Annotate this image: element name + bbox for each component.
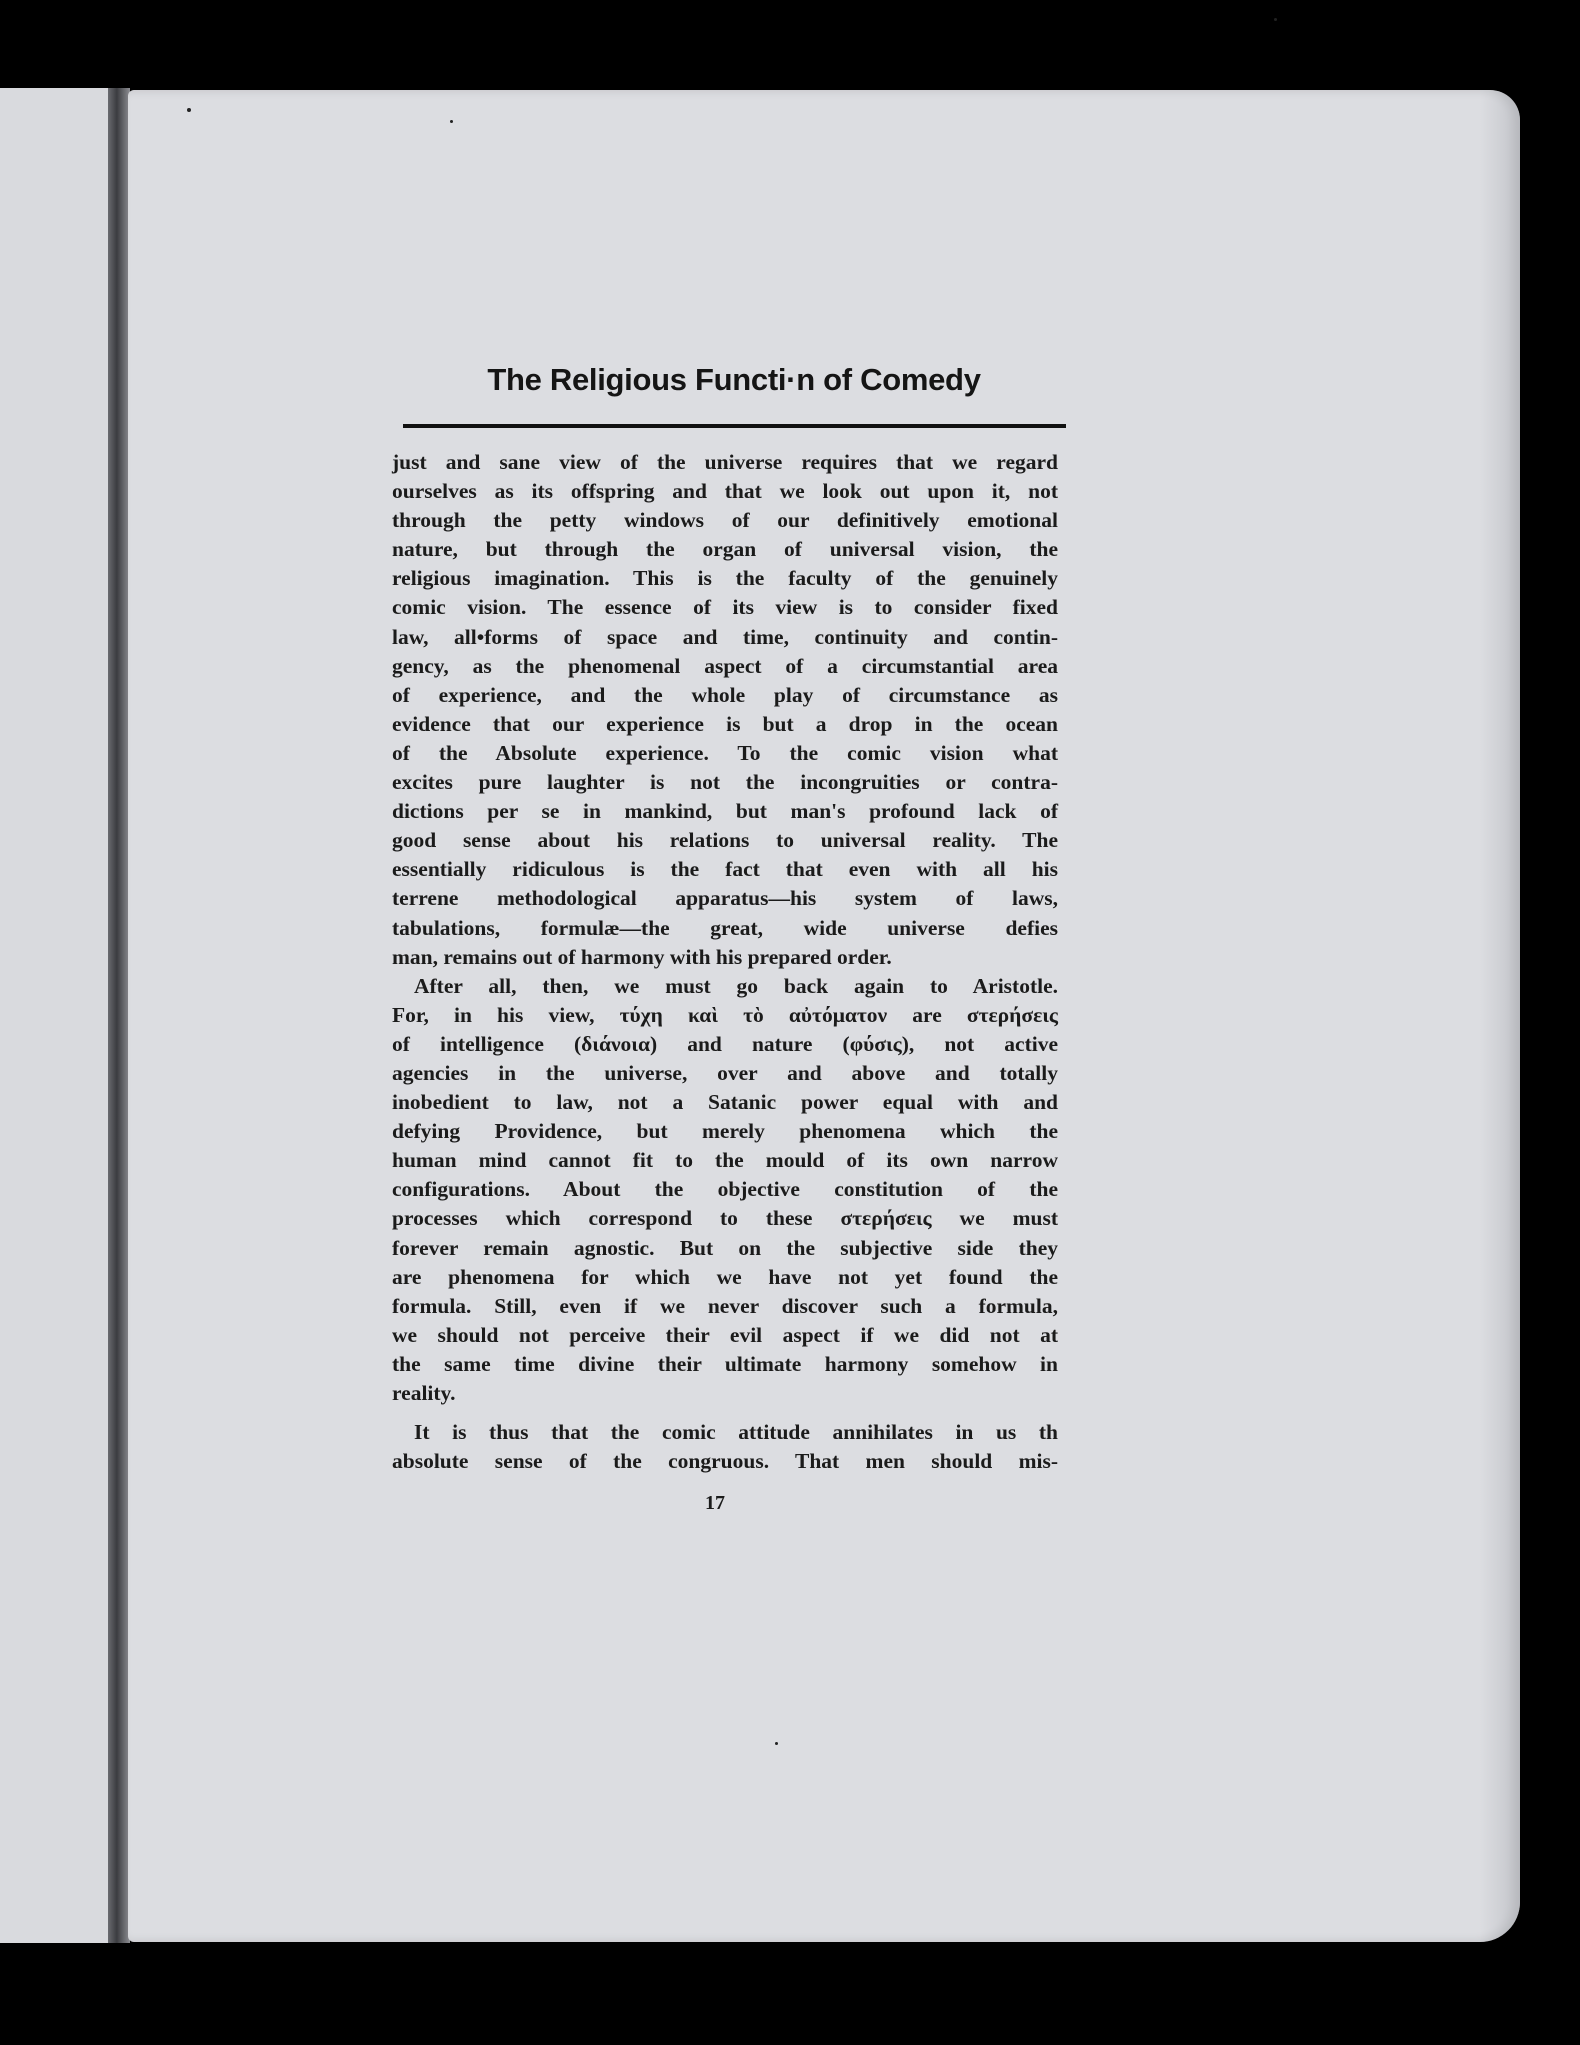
- text-line: nature, but through the organ of universal vision, the: [392, 537, 1058, 562]
- text-line: After all, then, we must go back again to Aristotle.: [414, 973, 1058, 998]
- dust-speck: [450, 120, 453, 123]
- text-line: absolute sense of the congruous. That men should mis-: [392, 1449, 1058, 1474]
- text-line: tabulations, formulæ—the great, wide universe defies: [392, 915, 1058, 940]
- text-line: For, in his view, τύχη καὶ τὸ αὐτόματον are στερήσεις: [392, 1002, 1058, 1027]
- paragraph-1: [392, 448, 1058, 972]
- text-line: reality.: [392, 1381, 456, 1405]
- text-line: are phenomena for which we have not yet found the: [392, 1264, 1058, 1289]
- dust-speck: [187, 108, 191, 112]
- text-line: just and sane view of the universe requires that we regard: [392, 450, 1058, 474]
- text-line: inobedient to law, not a Satanic power equal with and: [392, 1090, 1058, 1115]
- text-line: gency, as the phenomenal aspect of a circumstantial area: [392, 653, 1058, 678]
- text-line: law, all•forms of space and time, continuity and contin-: [392, 624, 1058, 649]
- text-line: the same time divine their ultimate harmony somehow in: [392, 1351, 1058, 1376]
- text-line: comic vision. The essence of its view is to consider fixed: [392, 595, 1058, 620]
- paragraph-gap: [392, 1408, 1058, 1418]
- text-line: of the Absolute experience. To the comic vision what: [392, 740, 1058, 765]
- text-line: excites pure laughter is not the incongruities or contra-: [392, 770, 1058, 795]
- paragraph-2: [392, 972, 1058, 1408]
- text-line: ourselves as its offspring and that we look out upon it, not: [392, 479, 1058, 504]
- facing-page-edge: [0, 88, 111, 1943]
- text-line: configurations. About the objective constitution of the: [392, 1177, 1058, 1202]
- text-line: evidence that our experience is but a drop in the ocean: [392, 711, 1058, 736]
- text-line: defying Providence, but merely phenomena which the: [392, 1119, 1058, 1144]
- text-line: dictions per se in mankind, but man's profound lack of: [392, 799, 1058, 824]
- header-rule: [403, 424, 1066, 428]
- text-line: forever remain agnostic. But on the subjective side they: [392, 1235, 1058, 1260]
- text-line: of intelligence (διάνοια) and nature (φύσις), not active: [392, 1031, 1058, 1056]
- text-line: good sense about his relations to universal reality. The: [392, 828, 1058, 853]
- page-edge-shadow: [1480, 90, 1520, 1942]
- text-line: agencies in the universe, over and above and totally: [392, 1060, 1058, 1085]
- text-line: we should not perceive their evil aspect if we did not at: [392, 1322, 1058, 1347]
- body-text: [392, 448, 1058, 1476]
- text-line: formula. Still, even if we never discover such a formula,: [392, 1293, 1058, 1318]
- text-line: terrene methodological apparatus—his system of laws,: [392, 886, 1058, 911]
- text-line: It is thus that the comic attitude annihilates in us th: [414, 1420, 1058, 1445]
- text-line: of experience, and the whole play of circumstance as: [392, 682, 1058, 707]
- paragraph-3: [392, 1418, 1058, 1476]
- page-number: 17: [705, 1492, 725, 1514]
- text-line: processes which correspond to these στερήσεις we must: [392, 1206, 1058, 1231]
- dust-speck: [1274, 18, 1277, 21]
- book-gutter: [108, 88, 130, 1943]
- text-line: man, remains out of harmony with his prepared order.: [392, 944, 892, 969]
- text-line: essentially ridiculous is the fact that even with all his: [392, 857, 1058, 882]
- text-line: religious imagination. This is the faculty of the genuinely: [392, 566, 1058, 591]
- running-head: The Religious Functi·n of Comedy: [487, 362, 981, 397]
- dust-speck: [775, 1742, 778, 1745]
- text-line: human mind cannot fit to the mould of its own narrow: [392, 1148, 1058, 1173]
- text-line: through the petty windows of our definitively emotional: [392, 508, 1058, 533]
